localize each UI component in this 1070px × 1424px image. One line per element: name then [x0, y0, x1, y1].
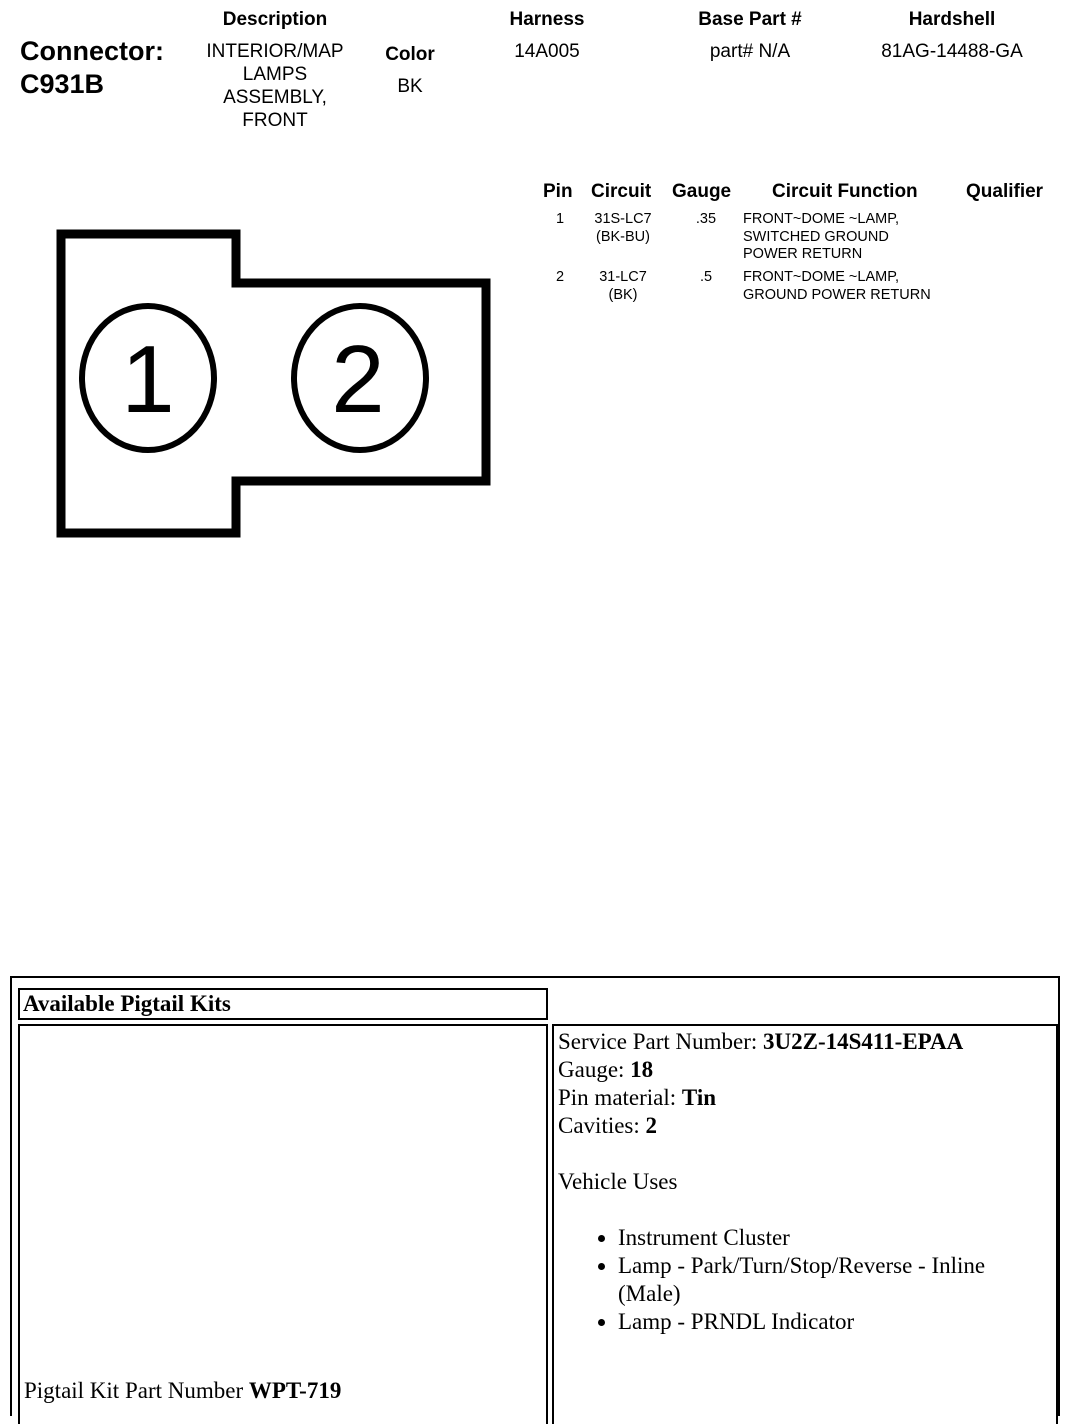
- color-value: BK: [397, 76, 423, 97]
- harness-value: 14A005: [514, 41, 580, 62]
- function-line: SWITCHED GROUND: [743, 228, 889, 245]
- cavities-value: 2: [645, 1113, 658, 1138]
- qualifier-column-header: Qualifier: [966, 181, 1044, 202]
- cavities-label: Cavities:: [558, 1113, 646, 1138]
- base-part-label: Base Part #: [698, 9, 802, 30]
- harness-label: Harness: [509, 9, 585, 30]
- list-item: • Lamp - PRNDL Indicator: [618, 1308, 1052, 1336]
- pin-column-header: Pin: [543, 181, 573, 202]
- description-line: ASSEMBLY,: [223, 87, 327, 108]
- cavities: [558, 1112, 1052, 1140]
- kit-gauge: [558, 1056, 1052, 1084]
- gauge-cell: .5: [699, 269, 713, 285]
- vehicle-uses-label: Vehicle Uses: [558, 1169, 678, 1194]
- cavity-1-label: 1: [121, 326, 175, 433]
- pin-number: 2: [555, 269, 565, 285]
- circuit-column-header: Circuit: [591, 181, 652, 202]
- connector-id: C931B: [20, 69, 105, 99]
- pigtail-kit-value: WPT-719: [248, 1378, 342, 1403]
- circuit-id: 31-LC7: [599, 269, 647, 285]
- circuit-cell: [578, 269, 668, 304]
- pin-material-label: Pin material:: [558, 1085, 682, 1110]
- list-item: • Instrument Cluster: [618, 1224, 1052, 1252]
- connector-label: Connector:: [20, 36, 164, 66]
- pigtail-kit-cell: [18, 1024, 548, 1424]
- circuit-function-cell: [743, 269, 963, 304]
- function-line: FRONT~DOME ~LAMP,: [743, 269, 900, 285]
- color-label: Color: [385, 44, 435, 65]
- circuit-color: (BK-BU): [596, 228, 650, 245]
- circuit-color: (BK): [608, 286, 638, 303]
- circuit-cell: [578, 211, 668, 246]
- connector-face-diagram: [0, 0, 500, 560]
- base-part-value: part# N/A: [709, 41, 791, 62]
- list-item: • Lamp - Park/Turn/Stop/Reverse - Inline (Male): [618, 1252, 1052, 1308]
- kit-gauge-value: 18: [630, 1057, 654, 1082]
- circuit-function-cell: [743, 211, 963, 264]
- description-label: Description: [222, 9, 328, 30]
- pigtail-kits-table: [10, 976, 1060, 1416]
- pigtail-kit-part-number: [24, 1378, 341, 1404]
- circuit-function-column-header: Circuit Function: [772, 181, 918, 202]
- hardshell-value: 81AG-14488-GA: [881, 41, 1023, 62]
- hardshell-label: Hardshell: [908, 9, 996, 30]
- pin-material: [558, 1084, 1052, 1112]
- gauge-cell: .35: [695, 211, 717, 227]
- kit-gauge-label: Gauge:: [558, 1057, 631, 1082]
- service-part-value: 3U2Z-14S411-EPAA: [763, 1029, 964, 1054]
- description-line: FRONT: [242, 110, 308, 131]
- function-line: GROUND POWER RETURN: [743, 286, 931, 303]
- pin-number: 1: [555, 211, 565, 227]
- cavity-2-label: 2: [331, 326, 385, 433]
- function-line: POWER RETURN: [743, 246, 863, 262]
- pigtail-kits-title: Available Pigtail Kits: [18, 988, 548, 1020]
- circuit-id: 31S-LC7: [594, 211, 652, 227]
- pigtail-kit-label: Pigtail Kit Part Number: [24, 1378, 249, 1403]
- service-part-label: Service Part Number:: [558, 1029, 764, 1054]
- function-line: FRONT~DOME ~LAMP,: [743, 211, 900, 227]
- pin-material-value: Tin: [681, 1085, 717, 1110]
- kit-details-cell: [552, 1024, 1058, 1424]
- description-line: LAMPS: [242, 64, 308, 85]
- description-line: INTERIOR/MAP: [206, 41, 344, 62]
- gauge-column-header: Gauge: [672, 181, 732, 202]
- vehicle-uses-list: [558, 1224, 1052, 1336]
- service-part-number: [558, 1028, 1052, 1056]
